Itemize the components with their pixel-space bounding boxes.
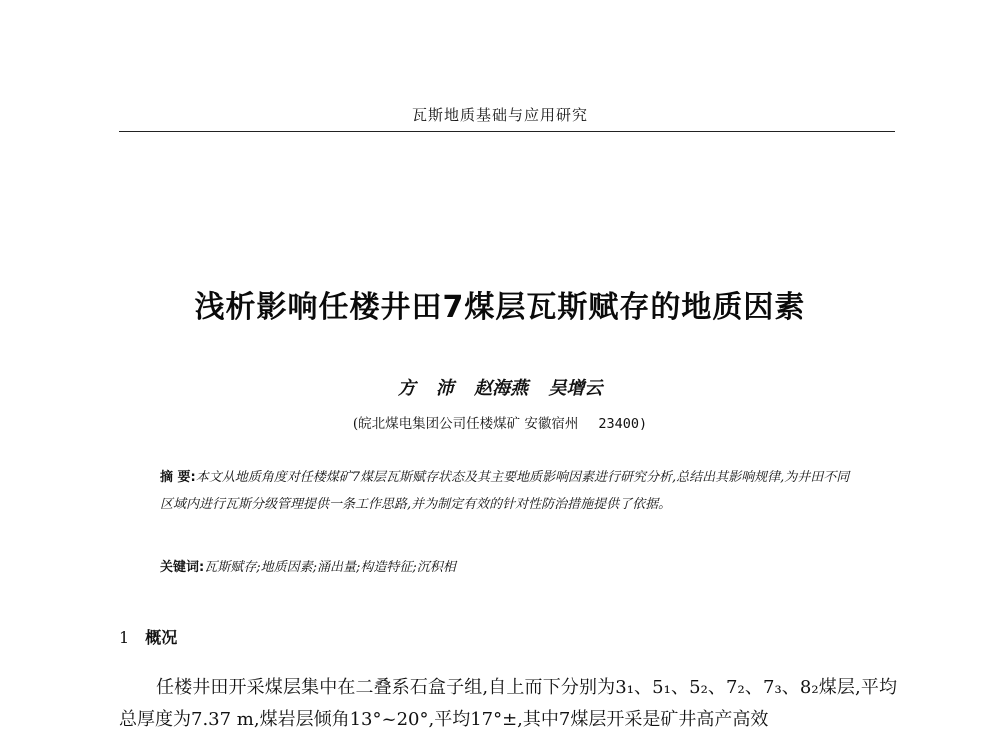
affiliation-postcode: 23400) — [598, 416, 648, 432]
author-1: 方 沛 — [397, 378, 454, 399]
abstract — [160, 464, 850, 518]
author-2: 赵海燕 — [474, 378, 529, 399]
keywords — [160, 556, 850, 575]
running-header: 瓦斯地质基础与应用研究 — [411, 106, 588, 124]
header-rule — [119, 131, 895, 132]
abstract-text: 本文从地质角度对任楼煤矿7煤层瓦斯赋存状态及其主要地质影响因素进行研究分析,总结出其影响规律,为井田不同区域内进行瓦斯分级管理提供一条工作思路,并为制定有效的针对性防治措施提供了依据。 — [160, 470, 850, 512]
keywords-text: 瓦斯赋存;地质因素;涌出量;构造特征;沉积相 — [204, 560, 456, 575]
section-number: 1 — [119, 628, 130, 647]
body-paragraph: 任楼井田开采煤层集中在二叠系石盒子组,自上而下分别为3₁、5₁、5₂、7₂、7₃、8₂煤层,平均总厚度为7.37 m,煤岩层倾角13°~20°,平均17°±,其中7煤层开采是矿井高产高效 — [119, 677, 897, 730]
section-title: 概况 — [145, 628, 178, 647]
section-heading — [119, 625, 177, 648]
author-list — [0, 374, 1000, 400]
article-title: 浅析影响任楼井田7煤层瓦斯赋存的地质因素 — [194, 290, 806, 325]
affiliation — [0, 412, 1000, 432]
keywords-label: 关键词: — [160, 560, 205, 575]
author-3: 吴增云 — [548, 378, 603, 399]
abstract-label: 摘 要: — [160, 470, 196, 485]
affiliation-org: (皖北煤电集团公司任楼煤矿 安徽宿州 — [352, 416, 579, 432]
